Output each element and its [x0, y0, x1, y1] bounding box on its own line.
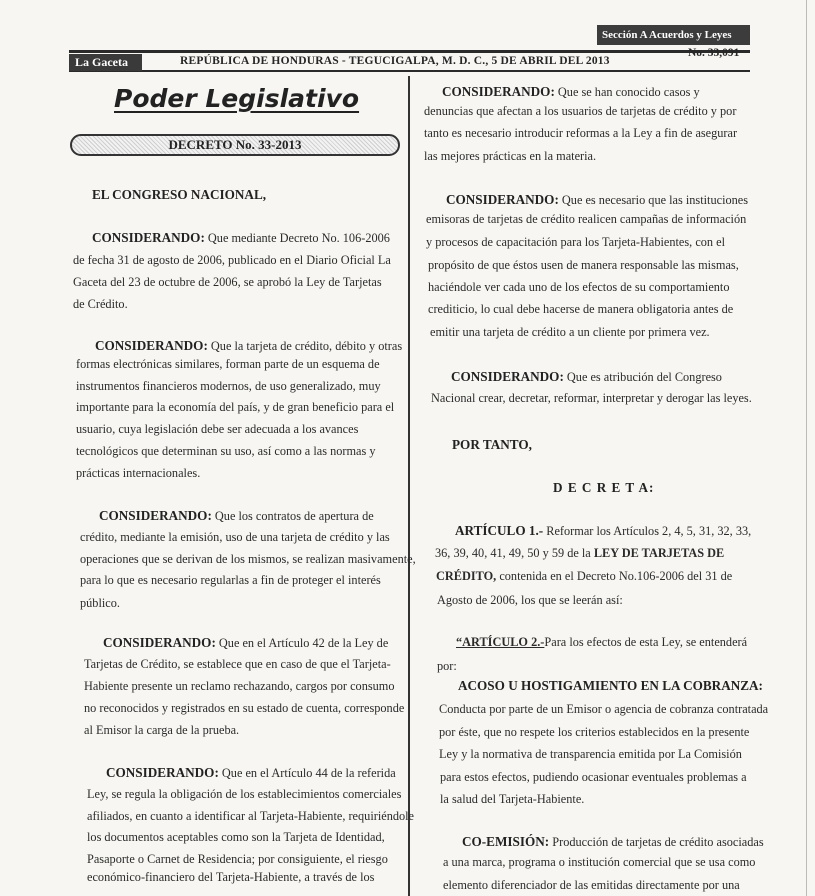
ley-name-cont: CRÉDITO,: [436, 569, 497, 583]
acoso-heading: ACOSO U HOSTIGAMIENTO EN LA COBRANZA:: [458, 678, 763, 693]
right-para3-line1: Nacional crear, decretar, reformar, interpretar y derogar las leyes.: [431, 391, 752, 405]
articulo2-line1: por:: [437, 659, 457, 673]
right-para1-line2: tanto es necesario introducir reformas a la Ley a fin de asegurar: [424, 126, 738, 140]
articulo1-line1: 36, 39, 40, 41, 49, 50 y 59 de la LEY DE TARJETAS DE: [435, 546, 725, 560]
left-para4-line0: CONSIDERANDO: Que en el Artículo 42 de la Ley de: [103, 635, 389, 650]
right-para1-line1: denuncias que afectan a los usuarios de tarjetas de crédito y por: [424, 104, 737, 118]
right-para3-line0: CONSIDERANDO: Que es atribución del Congreso: [451, 369, 722, 384]
left-para3-line4: público.: [80, 596, 120, 610]
decreta-heading: D E C R E T A:: [553, 480, 655, 495]
right-para2-line2: y procesos de capacitación para los Tarjeta-Habientes, con el: [426, 235, 726, 249]
right-para2-line5: crediticio, lo cual debe hacerse de manera obligatoria antes de: [428, 302, 734, 316]
acoso-line5: la salud del Tarjeta-Habiente.: [440, 792, 585, 806]
left-para1-line0: CONSIDERANDO: Que mediante Decreto No. 106-2006: [92, 230, 390, 245]
left-para2-line1: formas electrónicas similares, forman parte de un esquema de: [76, 357, 380, 371]
left-para5-line0: CONSIDERANDO: Que en el Artículo 44 de la referida: [106, 765, 396, 780]
coemision-line0: CO-EMISIÓN: Producción de tarjetas de crédito asociadas: [462, 834, 764, 849]
left-para4-line2: Habiente presente un reclamo rechazando, cargos por consumo: [84, 679, 395, 693]
considerando-lead: CONSIDERANDO:: [446, 192, 559, 207]
left-para1-line1: de fecha 31 de agosto de 2006, publicado en el Diario Oficial La: [73, 253, 391, 267]
page-edge: [806, 0, 807, 896]
column-divider: [408, 76, 410, 896]
header-line: REPÚBLICA DE HONDURAS - TEGUCIGALPA, M. D. C., 5 DE ABRIL DEL 2013: [180, 55, 610, 67]
right-para2-line4: haciéndole ver cada uno de los efectos de su comportamiento: [428, 280, 730, 294]
acoso-line1: Conducta por parte de un Emisor o agencia de cobranza contratada: [439, 702, 769, 716]
left-para5-line3: los documentos aceptables como son la Tarjeta de Identidad,: [87, 830, 385, 844]
left-para2-line5: tecnológicos que determinan su uso, así como a las normas y: [76, 444, 376, 458]
left-para5-line4: Pasaporte o Carnet de Residencia; por consiguiente, el riesgo: [87, 852, 388, 866]
ley-name: LEY DE TARJETAS DE: [593, 546, 725, 560]
acoso-line2: por éste, que no respete los criterios establecidos en la presente: [439, 725, 750, 739]
left-para1-line3: de Crédito.: [73, 297, 128, 311]
acoso-line3: Ley y la normativa de transparencia emitida por La Comisión: [439, 747, 742, 761]
left-para4-line4: al Emisor la carga de la prueba.: [84, 723, 240, 737]
issue-number: No. 33,091: [688, 47, 740, 59]
left-para2-line0: CONSIDERANDO: Que la tarjeta de crédito, débito y otras: [95, 338, 403, 353]
articulo2-line0: “ARTÍCULO 2.-Para los efectos de esta Ley, se entenderá: [456, 635, 748, 649]
coemision-line1: a una marca, programa o institución comercial que se usa como: [443, 855, 756, 869]
left-para2-line3: importante para la economía del país, y de gran beneficio para el: [76, 400, 395, 414]
acoso-line4: para estos efectos, pudiendo ocasionar eventuales problemas a: [440, 770, 747, 784]
gaceta-tag: La Gaceta: [69, 54, 142, 71]
considerando-lead: CONSIDERANDO:: [95, 338, 208, 353]
articulo1-lead: ARTÍCULO 1.-: [455, 523, 544, 538]
page-title: Poder Legislativo: [114, 84, 360, 113]
left-para4-line3: no reconocidos y registrados en su estado de cuenta, corresponde: [84, 701, 405, 715]
congreso-heading: EL CONGRESO NACIONAL,: [92, 187, 267, 202]
right-para2-line3: propósito de que éstos usen de manera responsable las mismas,: [428, 258, 739, 272]
coemision-line2: elemento diferenciador de las emitidas directamente por una: [443, 878, 740, 892]
left-para3-line2: operaciones que se derivan de los mismos, se realizan masivamente,: [80, 552, 416, 566]
left-para2-line2: instrumentos financieros modernos, de uso generalizado, muy: [76, 379, 381, 393]
articulo1-line3: Agosto de 2006, los que se leerán así:: [437, 593, 623, 607]
left-para1-line2: Gaceta del 23 de octubre de 2006, se aprobó la Ley de Tarjetas: [73, 275, 382, 289]
left-para4-line1: Tarjetas de Crédito, se establece que en caso de que el Tarjeta-: [84, 657, 391, 671]
considerando-lead: CONSIDERANDO:: [99, 508, 212, 523]
left-para2-line6: prácticas internacionales.: [76, 466, 201, 480]
section-tag: Sección A Acuerdos y Leyes: [597, 25, 750, 45]
considerando-lead: CONSIDERANDO:: [106, 765, 219, 780]
left-para5-line5: económico-financiero del Tarjeta-Habiente, a través de los: [87, 870, 375, 884]
decreto-label: DECRETO No. 33-2013: [168, 137, 302, 152]
left-para3-line0: CONSIDERANDO: Que los contratos de apertura de: [99, 508, 374, 523]
right-para1-line0: CONSIDERANDO: Que se han conocido casos y: [442, 84, 700, 99]
right-para2-line1: emisoras de tarjetas de crédito realicen campañas de información: [426, 212, 747, 226]
right-para2-line0: CONSIDERANDO: Que es necesario que las instituciones: [446, 192, 749, 207]
considerando-lead: CONSIDERANDO:: [442, 84, 555, 99]
por-tanto-heading: POR TANTO,: [452, 437, 532, 452]
considerando-lead: CONSIDERANDO:: [92, 230, 205, 245]
right-para1-line3: las mejores prácticas en la materia.: [424, 149, 597, 163]
coemision-lead: CO-EMISIÓN:: [462, 834, 550, 849]
left-para5-line2: afiliados, en cuanto a identificar al Tarjeta-Habiente, requiriéndole: [87, 809, 415, 823]
articulo1-line2: CRÉDITO, contenida en el Decreto No.106-2006 del 31 de: [436, 569, 733, 583]
decreto-banner: [70, 134, 400, 156]
left-para3-line1: crédito, mediante la emisión, uso de una tarjeta de crédito y las: [80, 530, 390, 544]
articulo2-lead: “ARTÍCULO 2.-: [456, 635, 545, 649]
left-para5-line1: Ley, se regula la obligación de los establecimientos comerciales: [87, 787, 402, 801]
considerando-lead: CONSIDERANDO:: [103, 635, 216, 650]
articulo1-line0: ARTÍCULO 1.- Reformar los Artículos 2, 4, 5, 31, 32, 33,: [455, 523, 752, 538]
right-para2-line6: emitir una tarjeta de crédito a un cliente por primera vez.: [430, 325, 710, 339]
left-para3-line3: para lo que es necesario regularlas a fin de proteger el interés: [80, 573, 381, 587]
left-para2-line4: usuario, cuya legislación debe ser adecuada a los avances: [76, 422, 359, 436]
considerando-lead: CONSIDERANDO:: [451, 369, 564, 384]
